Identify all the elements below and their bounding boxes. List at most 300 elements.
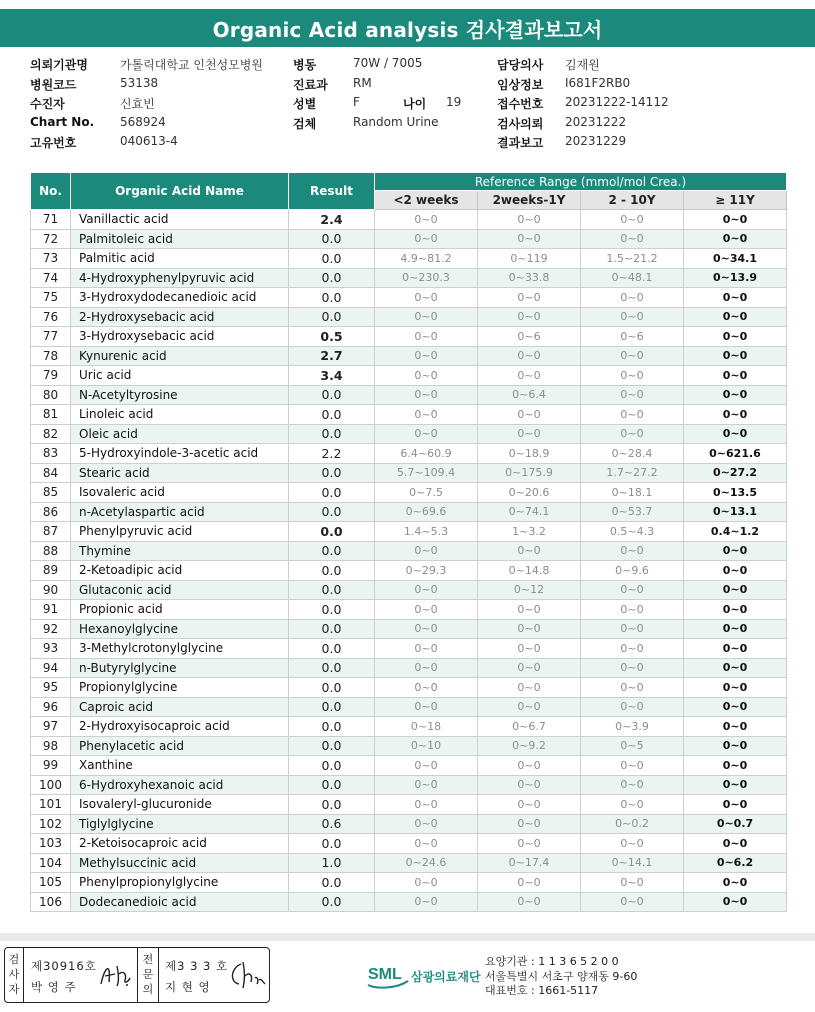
- row-number: 100: [31, 775, 71, 795]
- result-value: 0.0: [289, 775, 375, 795]
- footer-divider: [0, 933, 815, 941]
- acid-name: Propionylglycine: [71, 678, 289, 698]
- row-number: 73: [31, 249, 71, 269]
- row-number: 102: [31, 814, 71, 834]
- table-row: [31, 834, 787, 854]
- range-ge11y: 0~27.2: [684, 463, 787, 483]
- specialist-number: 제3 3 3 호: [165, 959, 229, 973]
- facility-code: 요양기관 : 1 1 3 6 5 2 0 0: [485, 955, 619, 968]
- range-lt2w: 0~0: [375, 229, 478, 249]
- range-ge11y: 0~0: [684, 756, 787, 776]
- range-2w-1y: 0~9.2: [478, 736, 581, 756]
- range-ge11y: 0~0: [684, 619, 787, 639]
- range-2-10y: 0~0: [581, 288, 684, 308]
- result-value: 0.0: [289, 678, 375, 698]
- range-ge11y: 0.4~1.2: [684, 522, 787, 542]
- result-value: 0.0: [289, 307, 375, 327]
- tester-signature-image: [97, 960, 133, 990]
- specialist-label: 전문의: [142, 953, 154, 996]
- table-row: [31, 327, 787, 347]
- tester-label: 검사자: [8, 953, 20, 996]
- table-row: [31, 678, 787, 698]
- range-lt2w: 0~0: [375, 580, 478, 600]
- row-number: 84: [31, 463, 71, 483]
- range-2-10y: 0~5: [581, 736, 684, 756]
- dept-value: RM: [353, 75, 372, 90]
- result-value: 0.0: [289, 756, 375, 776]
- row-number: 71: [31, 210, 71, 230]
- range-2w-1y: 0~0: [478, 210, 581, 230]
- report-title: Organic Acid analysis 검사결과보고서: [0, 9, 815, 47]
- tester-number: 제30916호: [31, 959, 97, 973]
- row-number: 90: [31, 580, 71, 600]
- row-number: 93: [31, 639, 71, 659]
- range-ge11y: 0~0: [684, 697, 787, 717]
- row-number: 96: [31, 697, 71, 717]
- range-ge11y: 0~0: [684, 834, 787, 854]
- acid-name: 3-Methylcrotonylglycine: [71, 639, 289, 659]
- range-lt2w: 0~0: [375, 834, 478, 854]
- range-lt2w: 0~0: [375, 697, 478, 717]
- range-ge11y: 0~0: [684, 892, 787, 912]
- range-ge11y: 0~0: [684, 639, 787, 659]
- acid-name: Vanillactic acid: [71, 210, 289, 230]
- chart-label: Chart No.: [30, 114, 95, 129]
- sex-value: F: [353, 95, 360, 110]
- range-lt2w: 0~0: [375, 814, 478, 834]
- header-range-lt2w: <2 weeks: [375, 191, 478, 210]
- table-row: [31, 463, 787, 483]
- range-lt2w: 0~0: [375, 366, 478, 386]
- acid-name: 2-Hydroxyisocaproic acid: [71, 717, 289, 737]
- table-row: [31, 229, 787, 249]
- row-number: 104: [31, 853, 71, 873]
- dept-label: 진료과: [293, 77, 328, 92]
- table-row: [31, 775, 787, 795]
- header-range-ge11y: ≥ 11Y: [684, 191, 787, 210]
- range-2-10y: 0~0: [581, 639, 684, 659]
- result-value: 0.6: [289, 814, 375, 834]
- patient-label: 수진자: [30, 97, 65, 112]
- range-ge11y: 0~0: [684, 600, 787, 620]
- acid-name: 3-Hydroxydodecanedioic acid: [71, 288, 289, 308]
- range-ge11y: 0~34.1: [684, 249, 787, 269]
- table-row: [31, 424, 787, 444]
- range-lt2w: 0~0: [375, 775, 478, 795]
- address-line: 서울특별시 서초구 양재동 9-60: [485, 969, 638, 983]
- range-2w-1y: 0~0: [478, 658, 581, 678]
- table-row: [31, 736, 787, 756]
- receipt-label: 접수번호: [497, 97, 544, 112]
- header-name: Organic Acid Name: [71, 173, 289, 210]
- range-ge11y: 0~0: [684, 580, 787, 600]
- doctor-value: 김재원: [565, 58, 600, 72]
- acid-name: n-Acetylaspartic acid: [71, 502, 289, 522]
- range-lt2w: 0~0: [375, 288, 478, 308]
- result-value: 0.0: [289, 483, 375, 503]
- age-value: 19: [446, 95, 462, 110]
- result-value: 0.0: [289, 541, 375, 561]
- range-2-10y: 0~3.9: [581, 717, 684, 737]
- specialist-signature-image: [227, 958, 267, 992]
- phone-line: 대표번호 : 1661-5117: [485, 984, 599, 997]
- range-ge11y: 0~0: [684, 229, 787, 249]
- range-2-10y: 0~0: [581, 834, 684, 854]
- result-value: 0.0: [289, 697, 375, 717]
- acid-name: Dodecanedioic acid: [71, 892, 289, 912]
- acid-name: Caproic acid: [71, 697, 289, 717]
- table-row: [31, 307, 787, 327]
- range-lt2w: 0~69.6: [375, 502, 478, 522]
- result-value: 0.0: [289, 522, 375, 542]
- report-label: 결과보고: [497, 136, 544, 151]
- header-no: No.: [31, 173, 71, 210]
- range-ge11y: 0~621.6: [684, 444, 787, 464]
- table-row: [31, 288, 787, 308]
- row-number: 78: [31, 346, 71, 366]
- range-2w-1y: 0~0: [478, 795, 581, 815]
- divider: [158, 948, 159, 1002]
- hospital-code-label: 병원코드: [30, 77, 77, 92]
- row-number: 82: [31, 424, 71, 444]
- range-ge11y: 0~0: [684, 717, 787, 737]
- acid-name: Palmitic acid: [71, 249, 289, 269]
- row-number: 86: [31, 502, 71, 522]
- row-number: 103: [31, 834, 71, 854]
- specialist-name: 지 현 영: [165, 980, 211, 994]
- table-row: [31, 580, 787, 600]
- table-row: [31, 697, 787, 717]
- range-lt2w: 0~29.3: [375, 561, 478, 581]
- acid-name: Phenylpropionylglycine: [71, 873, 289, 893]
- chart-value: 568924: [120, 114, 166, 129]
- result-value: 3.4: [289, 366, 375, 386]
- table-row: [31, 385, 787, 405]
- unique-value: 040613-4: [120, 134, 178, 149]
- result-value: 0.0: [289, 580, 375, 600]
- result-value: 0.0: [289, 834, 375, 854]
- acid-name: Tiglylglycine: [71, 814, 289, 834]
- acid-name: Propionic acid: [71, 600, 289, 620]
- tester-name: 박 영 주: [31, 980, 77, 994]
- range-lt2w: 0~0: [375, 327, 478, 347]
- range-lt2w: 0~0: [375, 639, 478, 659]
- range-2-10y: 0.5~4.3: [581, 522, 684, 542]
- row-number: 92: [31, 619, 71, 639]
- range-2-10y: 0~48.1: [581, 268, 684, 288]
- acid-name: 2-Ketoadipic acid: [71, 561, 289, 581]
- range-2w-1y: 0~0: [478, 346, 581, 366]
- table-row: [31, 639, 787, 659]
- range-2w-1y: 0~0: [478, 756, 581, 776]
- acid-name: Linoleic acid: [71, 405, 289, 425]
- range-lt2w: 0~18: [375, 717, 478, 737]
- result-value: 0.0: [289, 463, 375, 483]
- range-2-10y: 0~0: [581, 775, 684, 795]
- range-lt2w: 0~0: [375, 619, 478, 639]
- range-ge11y: 0~0: [684, 736, 787, 756]
- range-2-10y: 0~0: [581, 229, 684, 249]
- range-2w-1y: 0~33.8: [478, 268, 581, 288]
- result-value: 0.0: [289, 795, 375, 815]
- result-value: 0.0: [289, 892, 375, 912]
- range-lt2w: 0~0: [375, 346, 478, 366]
- row-number: 77: [31, 327, 71, 347]
- row-number: 75: [31, 288, 71, 308]
- result-value: 0.0: [289, 502, 375, 522]
- range-lt2w: 0~0: [375, 424, 478, 444]
- request-value: 20231222: [565, 114, 627, 129]
- acid-name: Glutaconic acid: [71, 580, 289, 600]
- range-2-10y: 1.5~21.2: [581, 249, 684, 269]
- row-number: 74: [31, 268, 71, 288]
- acid-name: 4-Hydroxyphenylpyruvic acid: [71, 268, 289, 288]
- range-2w-1y: 0~0: [478, 834, 581, 854]
- table-row: [31, 814, 787, 834]
- range-2-10y: 0~0: [581, 697, 684, 717]
- row-number: 106: [31, 892, 71, 912]
- range-lt2w: 0~0: [375, 658, 478, 678]
- range-ge11y: 0~0: [684, 561, 787, 581]
- table-row: [31, 619, 787, 639]
- acid-name: Thymine: [71, 541, 289, 561]
- range-2w-1y: 0~0: [478, 405, 581, 425]
- specimen-label: 검체: [293, 116, 317, 131]
- ward-value: 70W / 7005: [353, 56, 423, 70]
- range-2-10y: 0~0.2: [581, 814, 684, 834]
- range-2-10y: 0~0: [581, 424, 684, 444]
- row-number: 88: [31, 541, 71, 561]
- range-ge11y: 0~0: [684, 366, 787, 386]
- report-value: 20231229: [565, 134, 627, 149]
- range-2-10y: 0~28.4: [581, 444, 684, 464]
- range-lt2w: 6.4~60.9: [375, 444, 478, 464]
- range-2w-1y: 0~0: [478, 619, 581, 639]
- result-value: 0.0: [289, 229, 375, 249]
- range-2-10y: 0~0: [581, 795, 684, 815]
- range-2w-1y: 1~3.2: [478, 522, 581, 542]
- range-2w-1y: 0~0: [478, 541, 581, 561]
- result-value: 1.0: [289, 853, 375, 873]
- range-2-10y: 0~0: [581, 580, 684, 600]
- table-row: [31, 795, 787, 815]
- range-2w-1y: 0~0: [478, 639, 581, 659]
- row-number: 105: [31, 873, 71, 893]
- range-2-10y: 0~0: [581, 366, 684, 386]
- footer-address: [485, 955, 637, 999]
- range-2-10y: 0~53.7: [581, 502, 684, 522]
- range-lt2w: 0~0: [375, 405, 478, 425]
- range-2w-1y: 0~74.1: [478, 502, 581, 522]
- divider: [137, 948, 138, 1002]
- header-reference: Reference Range (mmol/mol Crea.): [375, 173, 787, 191]
- row-number: 81: [31, 405, 71, 425]
- acid-name: Isovaleryl-glucuronide: [71, 795, 289, 815]
- range-2-10y: 0~0: [581, 658, 684, 678]
- table-row: [31, 346, 787, 366]
- logo-mark: SML: [368, 966, 402, 983]
- range-lt2w: 0~0: [375, 892, 478, 912]
- acid-name: Xanthine: [71, 756, 289, 776]
- header-range-2w-1y: 2weeks-1Y: [478, 191, 581, 210]
- range-ge11y: 0~0.7: [684, 814, 787, 834]
- range-lt2w: 0~0: [375, 600, 478, 620]
- acid-name: Stearic acid: [71, 463, 289, 483]
- range-2-10y: 0~0: [581, 307, 684, 327]
- row-number: 91: [31, 600, 71, 620]
- range-lt2w: 0~0: [375, 873, 478, 893]
- table-row: [31, 483, 787, 503]
- table-row: [31, 522, 787, 542]
- row-number: 99: [31, 756, 71, 776]
- range-2w-1y: 0~119: [478, 249, 581, 269]
- range-2w-1y: 0~0: [478, 600, 581, 620]
- range-lt2w: 0~24.6: [375, 853, 478, 873]
- range-ge11y: 0~6.2: [684, 853, 787, 873]
- range-2w-1y: 0~0: [478, 307, 581, 327]
- result-value: 0.0: [289, 405, 375, 425]
- range-lt2w: 0~7.5: [375, 483, 478, 503]
- range-2w-1y: 0~0: [478, 697, 581, 717]
- table-row: [31, 892, 787, 912]
- range-ge11y: 0~0: [684, 346, 787, 366]
- table-row: [31, 658, 787, 678]
- acid-name: 2-Ketoisocaproic acid: [71, 834, 289, 854]
- info-row-5: [30, 134, 800, 154]
- results-body: [31, 210, 787, 912]
- range-lt2w: 4.9~81.2: [375, 249, 478, 269]
- result-value: 0.0: [289, 736, 375, 756]
- range-2w-1y: 0~6: [478, 327, 581, 347]
- range-ge11y: 0~0: [684, 327, 787, 347]
- table-row: [31, 756, 787, 776]
- acid-name: Hexanoylglycine: [71, 619, 289, 639]
- row-number: 85: [31, 483, 71, 503]
- row-number: 72: [31, 229, 71, 249]
- table-row: [31, 717, 787, 737]
- table-row: [31, 502, 787, 522]
- specimen-value: Random Urine: [353, 114, 439, 129]
- result-value: 0.0: [289, 249, 375, 269]
- acid-name: Oleic acid: [71, 424, 289, 444]
- range-ge11y: 0~0: [684, 288, 787, 308]
- range-2-10y: 0~9.6: [581, 561, 684, 581]
- range-2w-1y: 0~0: [478, 814, 581, 834]
- range-2w-1y: 0~0: [478, 678, 581, 698]
- range-lt2w: 0~10: [375, 736, 478, 756]
- acid-name: Phenylacetic acid: [71, 736, 289, 756]
- acid-name: N-Acetyltyrosine: [71, 385, 289, 405]
- range-ge11y: 0~0: [684, 424, 787, 444]
- doctor-label: 담당의사: [497, 58, 544, 72]
- range-2-10y: 0~0: [581, 210, 684, 230]
- result-value: 0.0: [289, 717, 375, 737]
- hospital-code-value: 53138: [120, 75, 159, 90]
- acid-name: 3-Hydroxysebacic acid: [71, 327, 289, 347]
- acid-name: Methylsuccinic acid: [71, 853, 289, 873]
- range-2-10y: 1.7~27.2: [581, 463, 684, 483]
- table-row: [31, 873, 787, 893]
- range-ge11y: 0~13.9: [684, 268, 787, 288]
- result-value: 0.0: [289, 385, 375, 405]
- range-ge11y: 0~0: [684, 775, 787, 795]
- header-result: Result: [289, 173, 375, 210]
- range-2w-1y: 0~0: [478, 424, 581, 444]
- table-row: [31, 249, 787, 269]
- info-row-3: [30, 95, 800, 115]
- range-lt2w: 0~0: [375, 678, 478, 698]
- acid-name: Isovaleric acid: [71, 483, 289, 503]
- age-label: 나이: [403, 97, 427, 112]
- header-range-2-10y: 2 - 10Y: [581, 191, 684, 210]
- range-2w-1y: 0~0: [478, 873, 581, 893]
- range-2-10y: 0~0: [581, 405, 684, 425]
- range-lt2w: 0~0: [375, 385, 478, 405]
- range-lt2w: 0~0: [375, 210, 478, 230]
- institution-value: 가톨릭대학교 인천성모병원: [120, 58, 263, 72]
- range-ge11y: 0~0: [684, 405, 787, 425]
- row-number: 95: [31, 678, 71, 698]
- range-2w-1y: 0~6.7: [478, 717, 581, 737]
- range-2-10y: 0~6: [581, 327, 684, 347]
- range-lt2w: 0~0: [375, 307, 478, 327]
- acid-name: Uric acid: [71, 366, 289, 386]
- row-number: 97: [31, 717, 71, 737]
- range-2w-1y: 0~0: [478, 892, 581, 912]
- range-2-10y: 0~0: [581, 619, 684, 639]
- result-value: 0.0: [289, 424, 375, 444]
- table-row: [31, 541, 787, 561]
- row-number: 98: [31, 736, 71, 756]
- unique-label: 고유번호: [30, 136, 77, 151]
- table-row: [31, 444, 787, 464]
- row-number: 94: [31, 658, 71, 678]
- acid-name: 2-Hydroxysebacic acid: [71, 307, 289, 327]
- range-ge11y: 0~0: [684, 385, 787, 405]
- range-2-10y: 0~0: [581, 678, 684, 698]
- acid-name: 5-Hydroxyindole-3-acetic acid: [71, 444, 289, 464]
- table-row: [31, 600, 787, 620]
- row-number: 79: [31, 366, 71, 386]
- range-lt2w: 1.4~5.3: [375, 522, 478, 542]
- acid-name: Kynurenic acid: [71, 346, 289, 366]
- range-2-10y: 0~14.1: [581, 853, 684, 873]
- range-ge11y: 0~0: [684, 678, 787, 698]
- result-value: 0.0: [289, 873, 375, 893]
- range-ge11y: 0~0: [684, 210, 787, 230]
- range-2w-1y: 0~17.4: [478, 853, 581, 873]
- row-number: 80: [31, 385, 71, 405]
- sml-logo-icon: [366, 955, 410, 995]
- range-2w-1y: 0~0: [478, 775, 581, 795]
- table-row: [31, 210, 787, 230]
- institution-label: 의뢰기관명: [30, 58, 88, 72]
- range-2-10y: 0~0: [581, 541, 684, 561]
- results-table: [30, 172, 787, 912]
- clinical-value: I681F2RB0: [565, 75, 631, 90]
- acid-name: Phenylpyruvic acid: [71, 522, 289, 542]
- range-2-10y: 0~0: [581, 756, 684, 776]
- range-ge11y: 0~0: [684, 307, 787, 327]
- result-value: 2.2: [289, 444, 375, 464]
- range-ge11y: 0~13.5: [684, 483, 787, 503]
- range-2w-1y: 0~6.4: [478, 385, 581, 405]
- range-lt2w: 0~0: [375, 756, 478, 776]
- result-value: 2.7: [289, 346, 375, 366]
- result-value: 0.0: [289, 561, 375, 581]
- info-row-1: [30, 56, 800, 76]
- result-value: 0.0: [289, 639, 375, 659]
